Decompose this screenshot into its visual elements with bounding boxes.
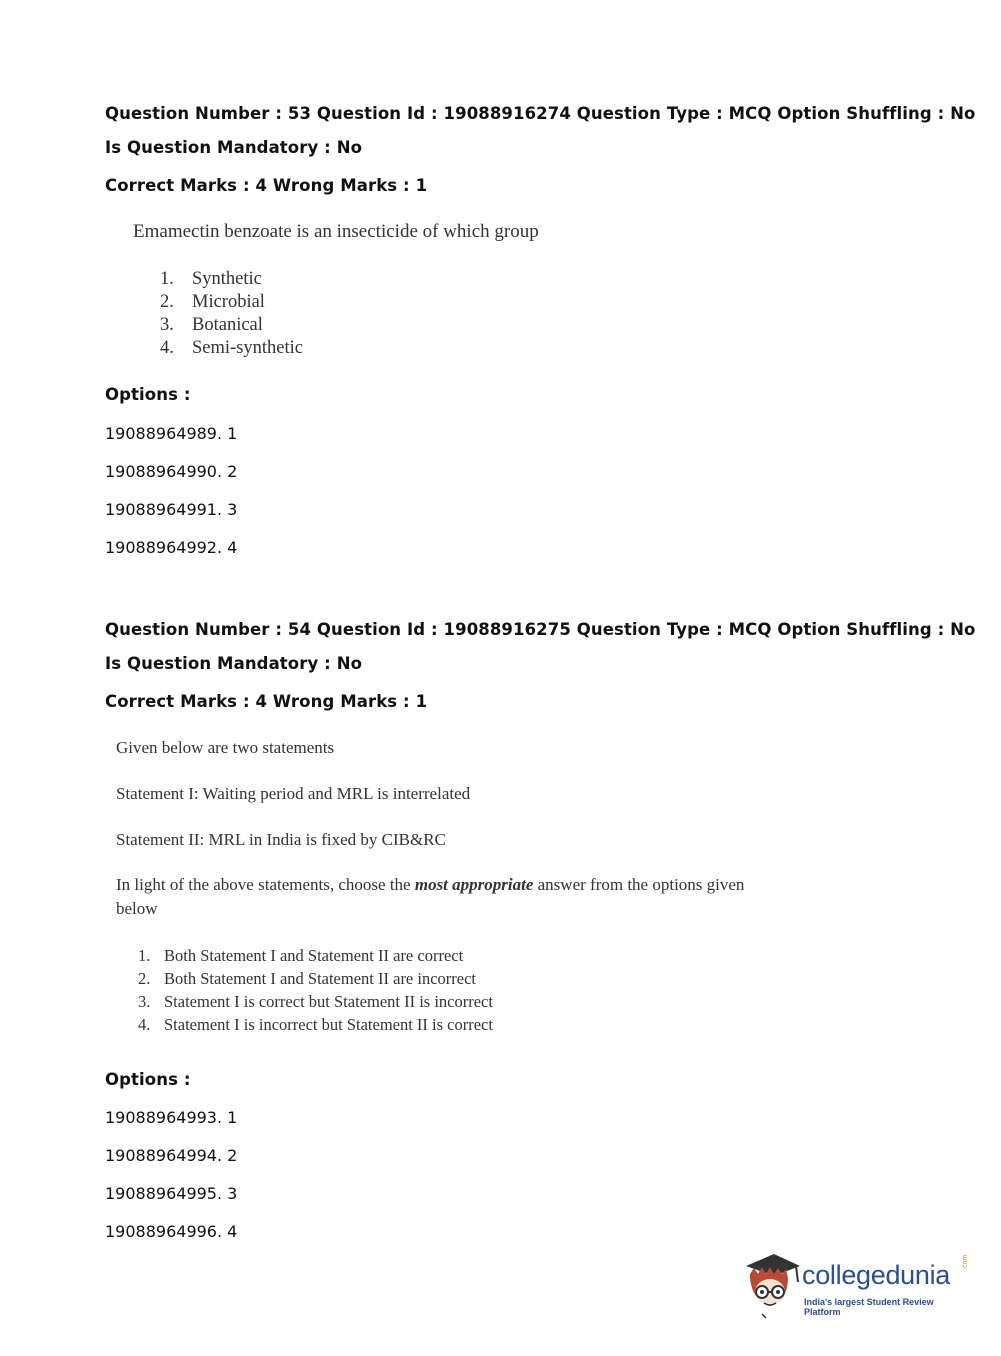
q53-option: 19088964992. 4 bbox=[105, 538, 238, 557]
q53-stem: Emamectin benzoate is an insecticide of which group bbox=[133, 221, 539, 242]
q53-option: 19088964991. 3 bbox=[105, 500, 238, 519]
q54-choice-list bbox=[138, 944, 493, 1036]
q53-choice: 2. Microbial bbox=[160, 292, 265, 312]
q53-choice: 4. Semi-synthetic bbox=[160, 338, 303, 358]
student-mascot-icon bbox=[740, 1248, 804, 1320]
q53-option: 19088964989. 1 bbox=[105, 424, 238, 443]
q53-options-label: Options : bbox=[105, 385, 191, 404]
q54-instruction-emphasis: most appropriate bbox=[414, 875, 534, 894]
q53-header: Question Number : 53 Question Id : 19088916274 Question Type : MCQ Option Shuffling : No bbox=[105, 104, 976, 123]
q53-choice: 1. Synthetic bbox=[160, 269, 262, 289]
q54-option: 19088964995. 3 bbox=[105, 1184, 238, 1203]
q54-choice: 2. Both Statement I and Statement II are incorrect bbox=[138, 969, 477, 988]
q54-option: 19088964994. 2 bbox=[105, 1146, 238, 1165]
q54-mandatory: Is Question Mandatory : No bbox=[105, 654, 363, 673]
q54-header: Question Number : 54 Question Id : 19088916275 Question Type : MCQ Option Shuffling : No bbox=[105, 620, 976, 639]
q54-instruction: In light of the above statements, choose the most appropriate answer from the options given bbox=[116, 875, 745, 894]
q54-marks: Correct Marks : 4 Wrong Marks : 1 bbox=[105, 692, 428, 711]
q54-statement-2: Statement II: MRL in India is fixed by CIB&RC bbox=[116, 830, 446, 849]
logo-suffix: .com bbox=[962, 1254, 969, 1270]
q54-options-label: Options : bbox=[105, 1070, 191, 1089]
q54-intro: Given below are two statements bbox=[116, 738, 335, 757]
q54-choice: 4. Statement I is incorrect but Statement II is correct bbox=[138, 1015, 493, 1034]
logo-tagline: India's largest Student Review Platform bbox=[804, 1297, 934, 1317]
q54-option: 19088964993. 1 bbox=[105, 1108, 238, 1127]
q53-choice-list bbox=[160, 268, 303, 360]
q54-option: 19088964996. 4 bbox=[105, 1222, 238, 1241]
q54-statement-1: Statement I: Waiting period and MRL is interrelated bbox=[116, 784, 471, 803]
q54-choice: 3. Statement I is correct but Statement II is incorrect bbox=[138, 992, 493, 1011]
collegedunia-logo[interactable] bbox=[740, 1248, 972, 1320]
q53-option: 19088964990. 2 bbox=[105, 462, 238, 481]
q54-instruction-line2: below bbox=[116, 899, 158, 918]
q54-choice: 1. Both Statement I and Statement II are correct bbox=[138, 946, 464, 965]
q53-mandatory: Is Question Mandatory : No bbox=[105, 138, 363, 157]
q53-choice: 3. Botanical bbox=[160, 315, 263, 335]
q53-marks: Correct Marks : 4 Wrong Marks : 1 bbox=[105, 176, 428, 195]
logo-wordmark: collegedunia bbox=[802, 1260, 951, 1290]
